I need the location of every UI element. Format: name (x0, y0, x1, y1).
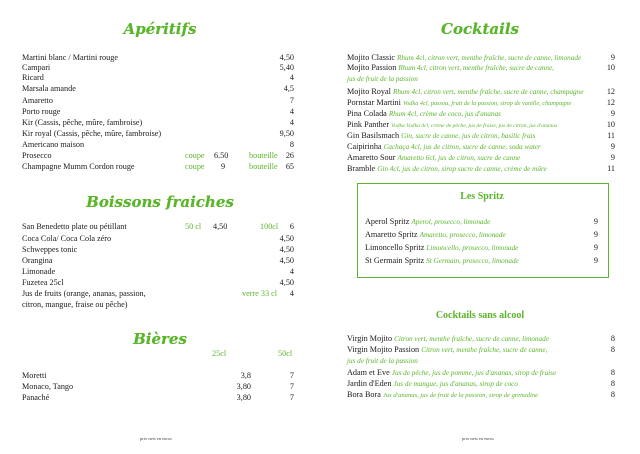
spritz-title: Les Spritz (460, 191, 504, 202)
list-item: Virgin Mojito Citron vert, menthe fraîche, sucre de canne, limonade 8 (347, 334, 615, 343)
list-item: Amaretto Spritz Amaretto, prosecco, limonade 9 (365, 230, 598, 239)
san-benedetto-row: San Benedetto plate ou pétillant 50 cl 4,50 100cl 6 (22, 222, 294, 231)
bieres-col-50cl: 50cl (278, 349, 293, 358)
cocktails-title: Cocktails (441, 20, 519, 38)
list-item: Pink Panther Vodka Vodka 4cl, crème de pêche, jus de fraise, jus de citron, jus d'ananas 10 (347, 120, 615, 129)
list-item: St Germain Spritz St Germain, prosecco, limonade 9 (365, 256, 598, 265)
list-item: Pornstar Martini Vodka 4cl, passoa, fruit de la passion, sirop de vanille, champagne 12 (347, 98, 615, 107)
list-item: Marsala amande 4,5 (22, 84, 294, 93)
aperitifs-title: Apéritifs (123, 20, 197, 38)
table-row: Panaché 3,80 7 (22, 393, 294, 402)
footer-right: prix nets en euros (462, 436, 494, 441)
list-item: Gin Basilsmach Gin, sucre de canne, jus de citron, basilic frais 11 (347, 131, 615, 140)
footer-left: prix nets en euros (140, 436, 172, 441)
list-item: Jardin d'Eden Jus de mangue, jus d'ananas, sirop de coco 8 (347, 379, 615, 388)
table-row: Moretti 3,8 7 (22, 371, 294, 380)
list-item: Adam et Eve Jus de pêche, jus de pomme, jus d'ananas, sirop de fraise 8 (347, 368, 615, 377)
list-item: Mojito Passion Rhum 4cl, citron vert, menthe fraîche, sucre de canne, 10 (347, 63, 615, 72)
list-item: Aperol Spritz Aperol, prosecco, limonade 9 (365, 217, 598, 226)
table-row: Monaco, Tango 3,80 7 (22, 382, 294, 391)
list-item: Bramble Gin 4cl, jus de citron, sirop sucre de canne, crème de mûre 11 (347, 164, 615, 173)
list-item: Ricard 4 (22, 73, 294, 82)
list-item: Bora Bora Jus d'ananas, jus de fruit de la passion, sirop de grenadine 8 (347, 390, 615, 399)
bieres-title: Bières (133, 330, 187, 348)
list-item: Kir (Cassis, pêche, mûre, fambroise) 4 (22, 118, 294, 127)
list-item: Pina Colada Rhum 4cl, crème de coco, jus d'ananas 9 (347, 109, 615, 118)
list-item: Martini blanc / Martini rouge 4,50 (22, 53, 294, 62)
jus-row: Jus de fruits (orange, ananas, passion, verre 33 cl 4 (22, 289, 294, 298)
boissons-title: Boissons fraiches (86, 193, 234, 211)
list-item: Coca Cola/ Coca Cola zéro 4,50 (22, 234, 294, 243)
list-item: Limoncello Spritz Limoncello, prosecco, limonade 9 (365, 243, 598, 252)
list-item-desc-line2: jus de fruit de la passion (347, 357, 418, 365)
list-item: Fuzetea 25cl 4,50 (22, 278, 294, 287)
list-item: Mojito Classic Rhum 4cl, citron vert, menthe fraîche, sucre de canne, limonade 9 (347, 53, 615, 62)
list-item: Mojito Royal Rhum 4cl, citron vert, menthe fraîche, sucre de canne, champagne 12 (347, 87, 615, 96)
list-item: Schweppes tonic 4,50 (22, 245, 294, 254)
list-item: Porto rouge 4 (22, 107, 294, 116)
list-item: Orangina 4,50 (22, 256, 294, 265)
list-item: Amaretto 7 (22, 96, 294, 105)
list-item: Campari 5,40 (22, 63, 294, 72)
bieres-col-25cl: 25cl (212, 349, 227, 358)
prosecco-row: Prosecco coupe 6.50 bouteille 26 (22, 151, 294, 160)
list-item: Limonade 4 (22, 267, 294, 276)
list-item: Caipirinha Cachaça 4cl, jus de citron, sucre de canne, soda water 9 (347, 142, 615, 151)
sans-alcool-title: Cocktails sans alcool (435, 310, 525, 321)
list-item-desc-line2: jus de fruit de la passion (347, 75, 418, 83)
list-item: Amaretto Sour Amaretto 6cl, jus de citron, sucre de canne 9 (347, 153, 615, 162)
list-item: Americano maison 8 (22, 140, 294, 149)
champagne-row: Champagne Mumm Cordon rouge coupe 9 bouteille 65 (22, 162, 294, 171)
list-item: Kir royal (Cassis, pêche, mûre, fambroise) 9,50 (22, 129, 294, 138)
jus-row-line2: citron, mangue, fraise ou pêche) (22, 300, 128, 309)
list-item: Virgin Mojito Passion Citron vert, menthe fraîche, sucre de canne, 8 (347, 345, 615, 354)
